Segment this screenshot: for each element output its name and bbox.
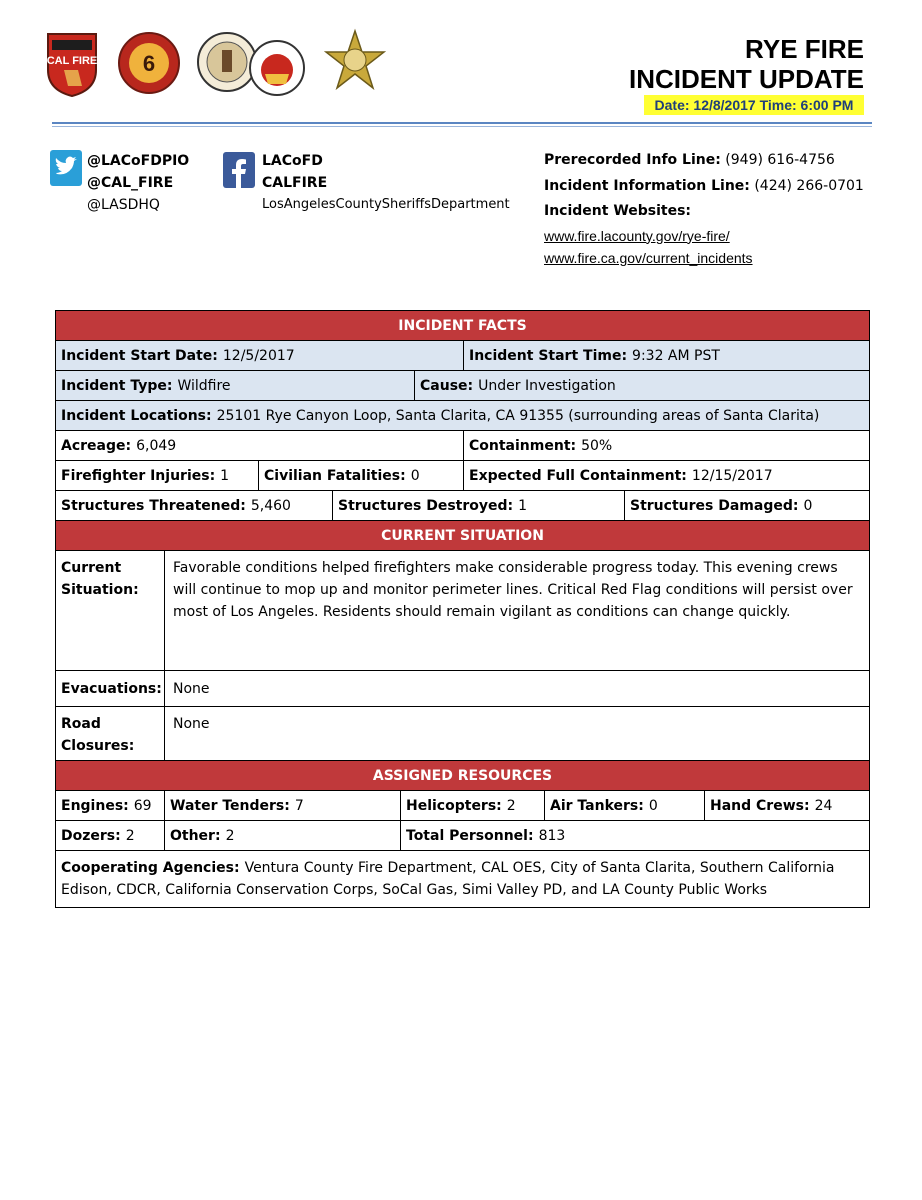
water-tenders-cell (165, 791, 401, 820)
acreage-value: 6,049 (136, 437, 177, 454)
civ-fatalities-label: Civilian Fatalities: (264, 467, 406, 484)
calfire-logo (44, 30, 100, 98)
header-divider (52, 122, 872, 124)
helicopters-label: Helicopters: (406, 797, 502, 814)
facebook-pages (262, 150, 510, 216)
expected-containment-cell (464, 461, 869, 490)
expected-containment-label: Expected Full Containment: (469, 467, 687, 484)
total-personnel-value: 813 (538, 827, 566, 844)
current-situation-heading: CURRENT SITUATION (56, 521, 869, 550)
prerecorded-line (544, 148, 864, 174)
containment-value: 50% (581, 437, 613, 454)
cooperating-agencies-value: Ventura County Fire Department, CAL OES, City of Santa Clarita, Southern California Edison, CDCR, California Conservation Corps, SoCal Gas, Simi Valley PD, and LA County Public Works (61, 860, 835, 898)
table-row (56, 851, 869, 907)
incident-type-label: Incident Type: (61, 377, 173, 394)
containment-cell (464, 431, 869, 460)
threatened-value: 5,460 (250, 497, 291, 514)
table-row (56, 371, 869, 401)
water-tenders-label: Water Tenders: (170, 797, 290, 814)
twitter-handle[interactable]: @LACoFDPIO (87, 153, 190, 169)
calfire-team-6-logo (118, 28, 180, 98)
road-closures-label: Road Closures: (56, 707, 165, 760)
website-link-lacounty[interactable]: www.fire.lacounty.gov/rye-fire/ (544, 227, 730, 244)
civ-fatalities-cell (259, 461, 464, 490)
prerecorded-label: Prerecorded Info Line: (544, 152, 721, 168)
destroyed-label: Structures Destroyed: (338, 497, 514, 514)
incident-info-line (544, 174, 864, 200)
svg-text:6: 6 (142, 51, 156, 76)
situation-text: Favorable conditions helped firefighters make considerable progress today. This evening crews will continue to mop up and monitor perimeter lines. Critical Red Flag conditions will persist over most of Los Angeles. Residents should remain vigilant as conditions can change quickly. (173, 560, 853, 620)
facebook-page[interactable]: LosAngelesCountySheriffsDepartment (262, 197, 510, 212)
civ-fatalities-value: 0 (410, 467, 420, 484)
table-row (56, 401, 869, 431)
air-tankers-cell (545, 791, 705, 820)
svg-text:CAL FIRE: CAL FIRE (46, 55, 98, 67)
destroyed-value: 1 (518, 497, 528, 514)
twitter-handle[interactable]: @CAL_FIRE (87, 175, 174, 191)
website-link-calfire[interactable]: www.fire.ca.gov/current_incidents (544, 249, 753, 266)
air-tankers-label: Air Tankers: (550, 797, 644, 814)
ff-injuries-label: Firefighter Injuries: (61, 467, 216, 484)
evacuations-value: None (173, 680, 210, 697)
start-time-cell (464, 341, 869, 370)
ff-injuries-value: 1 (220, 467, 230, 484)
hand-crews-label: Hand Crews: (710, 797, 810, 814)
air-tankers-value: 0 (648, 797, 658, 814)
start-date-cell (56, 341, 464, 370)
engines-label: Engines: (61, 797, 129, 814)
dozers-value: 2 (125, 827, 135, 844)
facebook-page[interactable]: CALFIRE (262, 175, 328, 191)
incident-facts-header-row (56, 311, 869, 341)
incident-table (55, 310, 870, 908)
incident-info-label: Incident Information Line: (544, 177, 750, 194)
hand-crews-cell (705, 791, 869, 820)
cause-value: Under Investigation (478, 377, 616, 394)
prerecorded-value: (949) 616-4756 (720, 152, 835, 168)
assigned-resources-heading: ASSIGNED RESOURCES (56, 761, 869, 790)
facebook-page[interactable]: LACoFD (262, 153, 323, 169)
start-time-value: 9:32 AM PST (632, 347, 720, 364)
destroyed-cell (333, 491, 625, 520)
acreage-label: Acreage: (61, 437, 132, 454)
table-row (56, 671, 869, 707)
other-label: Other: (170, 827, 221, 844)
locations-value: 25101 Rye Canyon Loop, Santa Clarita, CA 91355 (surrounding areas of Santa Clarita) (216, 407, 820, 424)
locations-cell (56, 401, 869, 430)
start-date-label: Incident Start Date: (61, 347, 218, 364)
incident-info-value: (424) 266-0701 (749, 177, 864, 194)
hand-crews-value: 24 (814, 797, 833, 814)
engines-value: 69 (133, 797, 152, 814)
title-line-2: INCIDENT UPDATE (629, 64, 864, 94)
table-row (56, 431, 869, 461)
helicopters-cell (401, 791, 545, 820)
twitter-handles (87, 150, 189, 216)
incident-type-cell (56, 371, 415, 400)
threatened-cell (56, 491, 333, 520)
dozers-cell (56, 821, 165, 850)
facebook-icon (223, 152, 255, 188)
cooperating-agencies-label: Cooperating Agencies: (61, 860, 240, 876)
twitter-icon (50, 150, 82, 186)
containment-label: Containment: (469, 437, 577, 454)
current-situation-header-row (56, 521, 869, 551)
evacuations-label: Evacuations: (56, 671, 165, 706)
assigned-resources-header-row (56, 761, 869, 791)
ff-injuries-cell (56, 461, 259, 490)
contact-info (544, 148, 864, 269)
sheriff-star-badge (324, 28, 386, 100)
table-row (56, 551, 869, 671)
table-row (56, 491, 869, 521)
total-personnel-cell (401, 821, 869, 850)
title-line-1: RYE FIRE (745, 34, 864, 64)
header-divider-thin (52, 126, 872, 127)
date-time-banner: Date: 12/8/2017 Time: 6:00 PM (644, 95, 864, 115)
table-row (56, 341, 869, 371)
helicopters-value: 2 (506, 797, 516, 814)
damaged-value: 0 (803, 497, 813, 514)
websites-label: Incident Websites: (544, 203, 692, 219)
cause-label: Cause: (420, 377, 474, 394)
other-cell (165, 821, 401, 850)
cooperating-agencies-cell (56, 851, 869, 907)
incident-type-value: Wildfire (177, 377, 231, 394)
document-title (629, 34, 864, 94)
damaged-cell (625, 491, 869, 520)
damaged-label: Structures Damaged: (630, 497, 799, 514)
la-fire-department-logo (248, 36, 306, 100)
engines-cell (56, 791, 165, 820)
twitter-handle[interactable]: @LASDHQ (87, 197, 160, 213)
table-row (56, 791, 869, 821)
start-date-value: 12/5/2017 (222, 347, 295, 364)
table-row (56, 707, 869, 761)
start-time-label: Incident Start Time: (469, 347, 628, 364)
table-row (56, 821, 869, 851)
total-personnel-label: Total Personnel: (406, 827, 534, 844)
situation-label: Current Situation: (56, 551, 165, 670)
cause-cell (415, 371, 869, 400)
water-tenders-value: 7 (294, 797, 304, 814)
other-value: 2 (225, 827, 235, 844)
threatened-label: Structures Threatened: (61, 497, 246, 514)
locations-label: Incident Locations: (61, 407, 212, 424)
road-closures-value: None (173, 716, 210, 732)
table-row (56, 461, 869, 491)
dozers-label: Dozers: (61, 827, 121, 844)
incident-facts-heading: INCIDENT FACTS (56, 311, 869, 340)
expected-containment-value: 12/15/2017 (691, 467, 773, 484)
acreage-cell (56, 431, 464, 460)
